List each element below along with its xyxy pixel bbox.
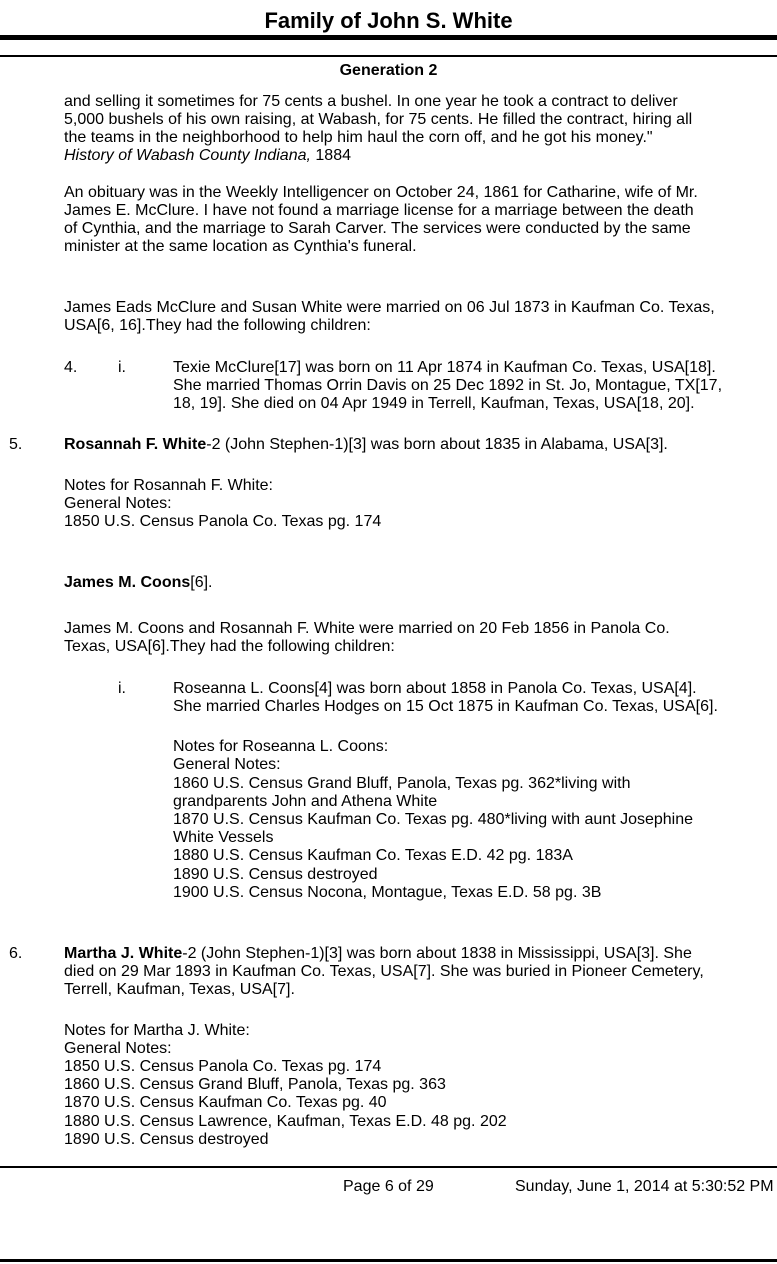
source-citation: [64, 147, 351, 165]
notes-title: Notes for Martha J. White:: [64, 1022, 250, 1039]
marriage-line: James Eads McClure and Susan White were married on 06 Jul 1873 in Kaufman Co. Texas,: [64, 299, 715, 316]
child-line: Roseanna L. Coons[4] was born about 1858 in Panola Co. Texas, USA[4].: [173, 680, 697, 697]
notes-label: General Notes:: [173, 756, 281, 773]
narrative-line: 5,000 bushels of his own raising, at Wabash, for 75 cents. He filled the contract, hiring all: [64, 111, 693, 128]
note-line: 1880 U.S. Census Lawrence, Kaufman, Texas E.D. 48 pg. 202: [64, 1113, 507, 1130]
child-line: She married Charles Hodges on 15 Oct 1875 in Kaufman Co. Texas, USA[6].: [173, 698, 718, 715]
note-line: 1900 U.S. Census Nocona, Montague, Texas E.D. 58 pg. 3B: [173, 884, 602, 901]
note-line: 1870 U.S. Census Kaufman Co. Texas pg. 40: [64, 1094, 387, 1111]
note-line: 1850 U.S. Census Panola Co. Texas pg. 174: [64, 1058, 382, 1075]
child-line: She married Thomas Orrin Davis on 25 Dec 1892 in St. Jo, Montague, TX[17,: [173, 377, 723, 394]
spouse-name: James M. Coons: [64, 574, 191, 591]
notes-title: Notes for Rosannah F. White:: [64, 477, 273, 494]
obituary-line: An obituary was in the Weekly Intelligencer on October 24, 1861 for Catharine, wife of Mr.: [64, 184, 698, 201]
marriage-line: James M. Coons and Rosannah F. White were married on 20 Feb 1856 in Panola Co.: [64, 620, 670, 637]
note-line: 1850 U.S. Census Panola Co. Texas pg. 174: [64, 513, 382, 530]
footer-rule: [0, 1166, 777, 1168]
marriage-line: USA[6, 16].They had the following children:: [64, 317, 371, 334]
note-line: 1860 U.S. Census Grand Bluff, Panola, Texas pg. 363: [64, 1076, 446, 1093]
person-details: -2 (John Stephen-1)[3] was born about 1838 in Mississippi, USA[3]. She: [182, 945, 692, 962]
narrative-line: and selling it sometimes for 75 cents a bushel. In one year he took a contract to deliver: [64, 93, 678, 110]
note-line: 1870 U.S. Census Kaufman Co. Texas pg. 480*living with aunt Josephine: [173, 811, 694, 828]
note-line: 1860 U.S. Census Grand Bluff, Panola, Texas pg. 362*living with: [173, 775, 631, 792]
child-roman: i.: [118, 680, 126, 697]
note-line: White Vessels: [173, 829, 274, 846]
note-line: 1890 U.S. Census destroyed: [64, 1131, 269, 1148]
person-name: Rosannah F. White: [64, 436, 207, 453]
header-rule-thick: [0, 35, 777, 40]
marriage-line: Texas, USA[6].They had the following children:: [64, 638, 395, 655]
child-number: 4.: [64, 359, 78, 376]
obituary-line: of Cynthia, and the marriage to Sarah Carver. The services were conducted by the same: [64, 220, 691, 237]
child-roman: i.: [118, 359, 126, 376]
page-title: Family of John S. White: [264, 8, 513, 33]
note-line: 1890 U.S. Census destroyed: [173, 866, 378, 883]
bottom-rule: [0, 1259, 777, 1262]
notes-label: General Notes:: [64, 1040, 172, 1057]
person-line: Terrell, Kaufman, Texas, USA[7].: [64, 981, 295, 998]
person-entry: [64, 436, 668, 454]
generation-heading: Generation 2: [339, 62, 438, 79]
narrative-line: the teams in the neighborhood to help him haul the corn off, and he got his money.": [64, 129, 653, 146]
spouse-entry: [64, 574, 213, 592]
person-number: 5.: [9, 436, 23, 453]
notes-label: General Notes:: [64, 495, 172, 512]
person-details: -2 (John Stephen-1)[3] was born about 1835 in Alabama, USA[3].: [206, 436, 668, 453]
child-line: Texie McClure[17] was born on 11 Apr 1874 in Kaufman Co. Texas, USA[18].: [173, 359, 716, 376]
notes-title: Notes for Roseanna L. Coons:: [173, 738, 389, 755]
note-line: grandparents John and Athena White: [173, 793, 438, 810]
person-name: Martha J. White: [64, 945, 183, 962]
print-datetime: Sunday, June 1, 2014 at 5:30:52 PM: [515, 1178, 774, 1195]
person-entry: [64, 945, 692, 963]
source-year: 1884: [310, 147, 351, 164]
header-rule-thin: [0, 55, 777, 57]
page-number: Page 6 of 29: [343, 1178, 434, 1195]
obituary-line: James E. McClure. I have not found a marriage license for a marriage between the death: [64, 202, 694, 219]
spouse-details: [6].: [190, 574, 213, 591]
person-number: 6.: [9, 945, 23, 962]
child-line: 18, 19]. She died on 04 Apr 1949 in Terrell, Kaufman, Texas, USA[18, 20].: [173, 395, 695, 412]
source-title: History of Wabash County Indiana,: [64, 147, 311, 164]
note-line: 1880 U.S. Census Kaufman Co. Texas E.D. 42 pg. 183A: [173, 847, 573, 864]
person-line: died on 29 Mar 1893 in Kaufman Co. Texas, USA[7]. She was buried in Pioneer Cemetery,: [64, 963, 704, 980]
obituary-line: minister at the same location as Cynthia's funeral.: [64, 238, 417, 255]
